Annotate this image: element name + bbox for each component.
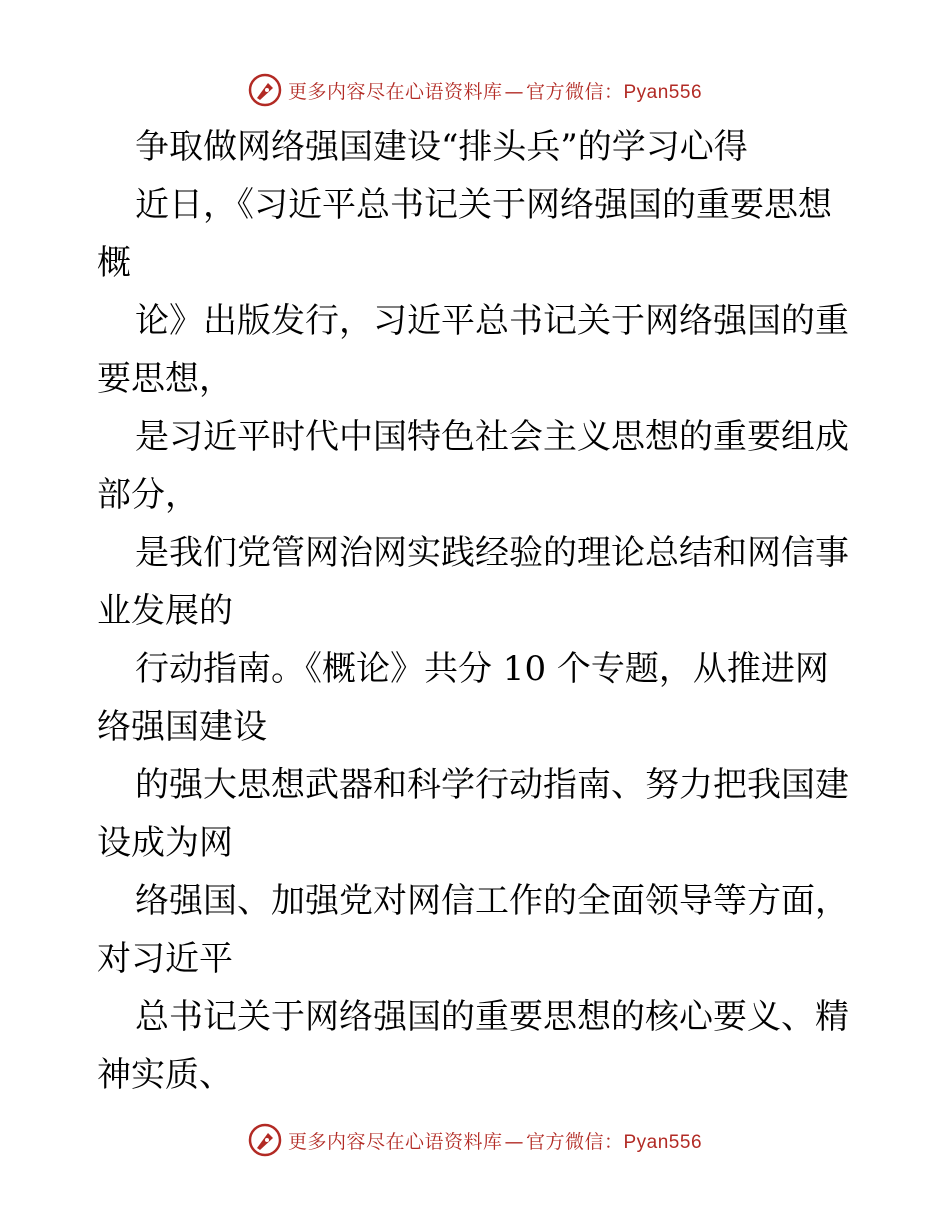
paragraph-line: 部分， (97, 475, 199, 515)
watermark-separator: — (504, 80, 524, 103)
paragraph-line: 络强国、加强党对网信工作的全面领导等方面， (135, 881, 849, 921)
watermark-wechat-id: Pyan556 (623, 1131, 703, 1153)
paragraph-line: 是我们党管网治网实践经验的理论总结和网信事 (135, 533, 849, 573)
paragraph-line: 神实质、 (97, 1055, 233, 1095)
paragraph-line: 要思想， (97, 359, 233, 399)
watermark-wechat-label: 官方微信： (525, 1130, 624, 1153)
watermark-site-text: 更多内容尽在心语资料库 (287, 80, 503, 103)
paragraph-line: 的强大思想武器和科学行动指南、努力把我国建 (135, 765, 849, 805)
watermark-text (288, 1127, 702, 1154)
document-body (97, 118, 857, 1104)
paragraph-line: 是习近平时代中国特色社会主义思想的重要组成 (135, 417, 849, 457)
watermark-separator: — (504, 1130, 524, 1153)
paragraph-line: 概 (97, 243, 131, 283)
paragraph-line: 论》出版发行，习近平总书记关于网络强国的重 (135, 301, 849, 341)
paragraph-line: 近日，《习近平总书记关于网络强国的重要思想 (135, 185, 832, 225)
paragraph-line: 设成为网 (97, 823, 233, 863)
pen-nib-logo-icon (248, 1123, 282, 1157)
watermark-wechat-id: Pyan556 (623, 81, 703, 103)
pen-nib-logo-icon (248, 73, 282, 107)
paragraph-line: 对习近平 (97, 939, 233, 979)
watermark-site-text: 更多内容尽在心语资料库 (287, 1130, 503, 1153)
paragraph-line: 络强国建设 (97, 707, 267, 747)
watermark-text (288, 77, 702, 104)
footer-watermark (0, 1120, 950, 1160)
paragraph-line: 行动指南。《概论》共分 10 个专题，从推进网 (135, 649, 829, 689)
header-watermark (0, 70, 950, 110)
watermark-wechat-label: 官方微信： (525, 80, 624, 103)
document-title: 争取做网络强国建设“排头兵”的学习心得 (135, 127, 748, 167)
paragraph-line: 业发展的 (97, 591, 233, 631)
paragraph-line: 总书记关于网络强国的重要思想的核心要义、精 (135, 997, 849, 1037)
